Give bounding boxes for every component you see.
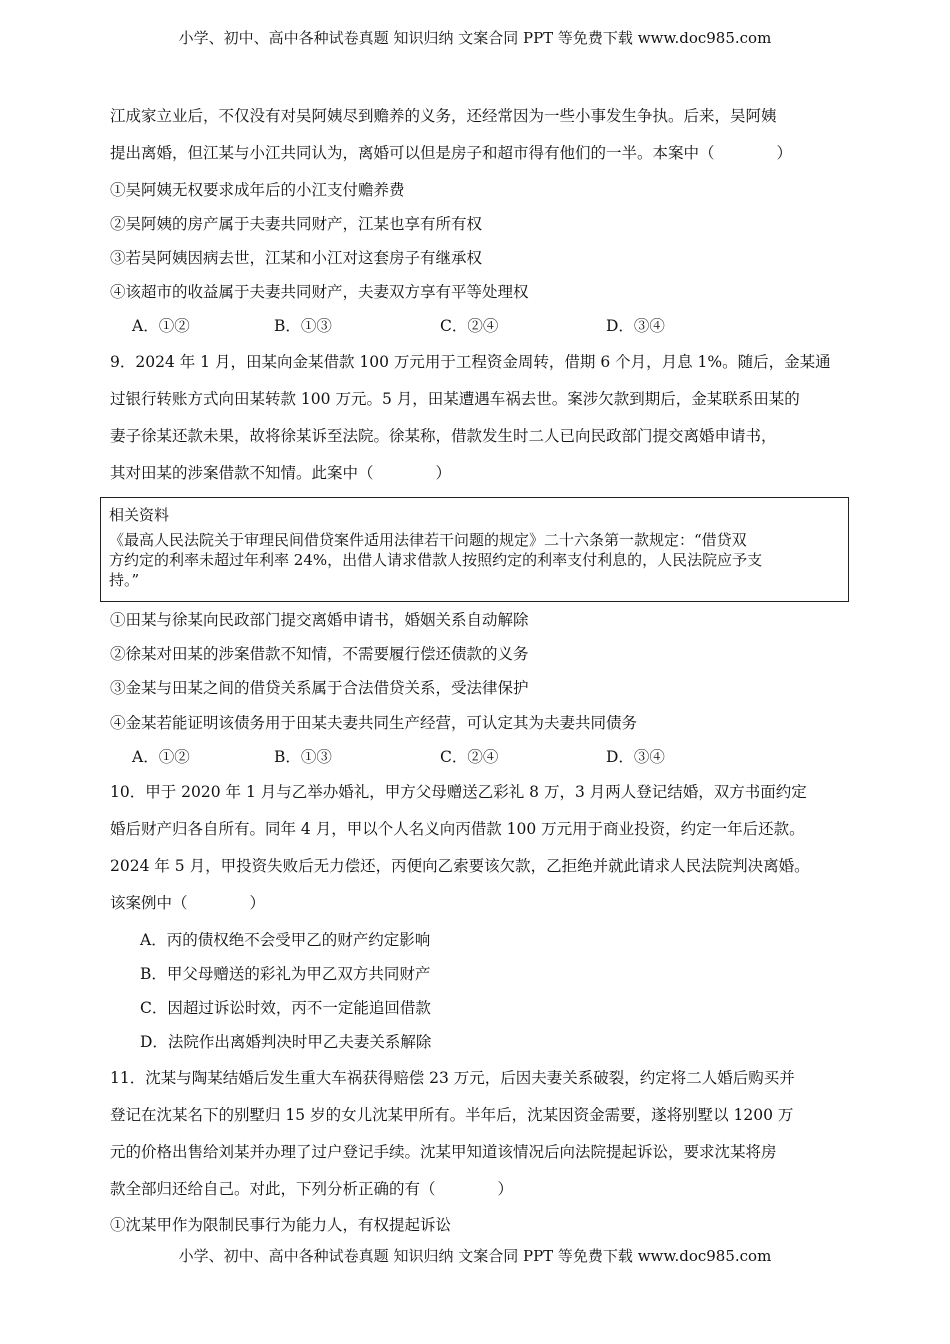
reference-line-1: 《最高人民法院关于审理民间借贷案件适用法律若干问题的规定》二十六条第一款规定：“借贷双 <box>109 531 747 549</box>
q11-stem-line-3: 元的价格出售给刘某并办理了过户登记手续。沈某甲知道该情况后向法院提起诉讼，要求沈某将房 <box>110 1143 777 1161</box>
q11-stem-line-4: 款全部归还给自己。对此，下列分析正确的有（ ） <box>110 1180 514 1198</box>
q8-item-4: ④该超市的收益属于夫妻共同财产，夫妻双方享有平等处理权 <box>110 283 529 301</box>
q10-option-c[interactable]: C．因超过诉讼时效，丙不一定能追回借款 <box>140 999 431 1017</box>
q9-option-a[interactable]: A．①② <box>132 748 190 766</box>
reference-line-3: 持。” <box>109 571 140 589</box>
reference-title: 相关资料 <box>109 506 170 524</box>
q10-option-a[interactable]: A．丙的债权绝不会受甲乙的财产约定影响 <box>140 931 431 949</box>
q8-options <box>110 316 830 336</box>
q9-item-4: ④金某若能证明该债务用于田某夫妻共同生产经营，可认定其为夫妻共同债务 <box>110 714 638 732</box>
q8-item-1: ①吴阿姨无权要求成年后的小江支付赡养费 <box>110 181 405 199</box>
q8-option-c[interactable]: C．②④ <box>440 317 499 335</box>
q8-option-a[interactable]: A．①② <box>132 317 190 335</box>
q10-stem-line-3: 2024 年 5 月，甲投资失败后无力偿还，丙便向乙索要该欠款，乙拒绝并就此请求人民法院判决离婚。 <box>110 857 810 875</box>
reference-line-2: 方约定的利率未超过年利率 24%，出借人请求借款人按照约定的利率支付利息的，人民法院应予支 <box>109 551 763 569</box>
q10-stem-line-1: 10．甲于 2020 年 1 月与乙举办婚礼，甲方父母赠送乙彩礼 8 万，3 月两人登记结婚，双方书面约定 <box>110 783 807 801</box>
q8-item-3: ③若吴阿姨因病去世，江某和小江对这套房子有继承权 <box>110 249 483 267</box>
q10-option-d[interactable]: D．法院作出离婚判决时甲乙夫妻关系解除 <box>140 1033 432 1051</box>
q9-item-3: ③金某与田某之间的借贷关系属于合法借贷关系，受法律保护 <box>110 679 529 697</box>
q9-options <box>110 747 830 767</box>
page-header: 小学、初中、高中各种试卷真题 知识归纳 文案合同 PPT 等免费下载 www.doc985.com <box>178 29 772 47</box>
q11-stem-line-2: 登记在沈某名下的别墅归 15 岁的女儿沈某甲所有。半年后，沈某因资金需要，遂将别墅以 1200 万 <box>110 1106 794 1124</box>
q9-stem-line-4: 其对田某的涉案借款不知情。此案中（ ） <box>110 464 452 482</box>
q11-stem-line-1: 11．沈某与陶某结婚后发生重大车祸获得赔偿 23 万元，后因夫妻关系破裂，约定将二人婚后购买并 <box>110 1069 795 1087</box>
q9-item-1: ①田某与徐某向民政部门提交离婚申请书，婚姻关系自动解除 <box>110 611 529 629</box>
q9-option-b[interactable]: B．①③ <box>274 748 332 766</box>
q9-stem-line-2: 过银行转账方式向田某转款 100 万元。5 月，田某遭遇车祸去世。案涉欠款到期后，金某联系田某的 <box>110 390 800 408</box>
q10-stem-line-4: 该案例中（ ） <box>110 894 266 912</box>
q11-item-1: ①沈某甲作为限制民事行为能力人，有权提起诉讼 <box>110 1216 452 1234</box>
page-footer: 小学、初中、高中各种试卷真题 知识归纳 文案合同 PPT 等免费下载 www.doc985.com <box>178 1247 772 1265</box>
reference-material-box <box>100 497 849 602</box>
q9-option-d[interactable]: D．③④ <box>606 748 665 766</box>
q8-option-d[interactable]: D．③④ <box>606 317 665 335</box>
q8-item-2: ②吴阿姨的房产属于夫妻共同财产，江某也享有所有权 <box>110 215 483 233</box>
q10-option-b[interactable]: B．甲父母赠送的彩礼为甲乙双方共同财产 <box>140 965 431 983</box>
q8-stem-line-2: 提出离婚，但江某与小江共同认为，离婚可以但是房子和超市得有他们的一半。本案中（ ） <box>110 144 793 162</box>
q9-item-2: ②徐某对田某的涉案借款不知情，不需要履行偿还债款的义务 <box>110 645 529 663</box>
q10-stem-line-2: 婚后财产归各自所有。同年 4 月，甲以个人名义向丙借款 100 万元用于商业投资，约定一年后还款。 <box>110 820 805 838</box>
q8-stem-line-1: 江成家立业后，不仅没有对吴阿姨尽到赡养的义务，还经常因为一些小事发生争执。后来，吴阿姨 <box>110 107 777 125</box>
q9-option-c[interactable]: C．②④ <box>440 748 499 766</box>
q9-stem-line-1: 9．2024 年 1 月，田某向金某借款 100 万元用于工程资金周转，借期 6 个月，月息 1%。随后，金某通 <box>110 353 831 371</box>
q9-stem-line-3: 妻子徐某还款未果，故将徐某诉至法院。徐某称，借款发生时二人已向民政部门提交离婚申请书， <box>110 427 777 445</box>
q8-option-b[interactable]: B．①③ <box>274 317 332 335</box>
